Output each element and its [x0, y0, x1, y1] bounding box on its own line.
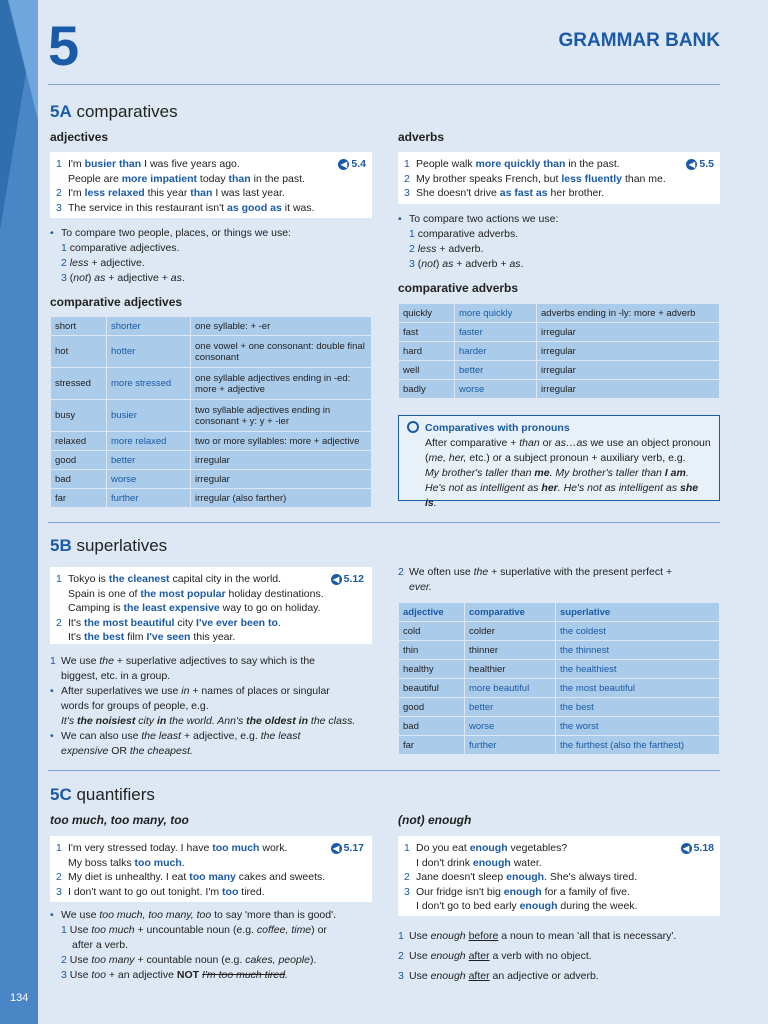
table-row: stressed more stressed one syllable adjectives ending in -ed: more + adjective	[51, 368, 372, 400]
speaker-icon: ◀	[686, 159, 697, 170]
page-number: 134	[10, 992, 29, 1004]
unit-number: 5	[48, 14, 80, 77]
section-5b-heading: 5B superlatives	[50, 536, 168, 555]
adverbs-heading: adverbs	[398, 130, 445, 144]
audio-button[interactable]: ◀ 5.12	[331, 572, 364, 587]
table-row: cold colder the coldest	[399, 622, 720, 641]
table-row: relaxed more relaxed two or more syllables: more + adjective	[51, 432, 372, 451]
table-row: thin thinner the thinnest	[399, 641, 720, 660]
page-title: GRAMMAR BANK	[558, 30, 720, 51]
superlatives-examples-box: ◀ 5.12 1 Tokyo is the cleanest capital city in the world. Spain is one of the most popular holiday destinations. Camping is the least expensive way to go on holiday. 2 It's the most beautiful city I've ever been to. It's the best film I've seen this year.	[50, 567, 372, 644]
quantifiers-examples-box-left: ◀ 5.17 1 I'm very stressed today. I have too much work. My boss talks too much. 2 My diet is unhealthy. I eat too many cakes and sweets. 3 I don't want to go out tonight. I'm too tired.	[50, 836, 372, 902]
audio-button[interactable]: ◀ 5.4	[338, 157, 366, 172]
audio-button[interactable]: ◀ 5.18	[681, 841, 714, 856]
strip-decoration	[8, 0, 38, 120]
table-row: busy busier two syllable adjectives ending in consonant + y: y + -ier	[51, 400, 372, 432]
adjectives-rules: • To compare two people, places, or things we use: 1 comparative adjectives. 2 less + adjective. 3 (not) as + adjective + as.	[50, 227, 291, 284]
table-row: hard harder irregular	[399, 342, 720, 361]
comparative-adjectives-table	[50, 316, 372, 508]
superlatives-rules-right: 2 We often use the + superlative with the present perfect + ever.	[398, 566, 673, 593]
table-row: far further irregular (also farther)	[51, 489, 372, 508]
table-row: bad worse irregular	[51, 470, 372, 489]
comparatives-with-pronouns-box: Comparatives with pronouns After comparative + than or as…as we use an object pronoun (me, her, etc.) or a subject pronoun + auxiliary verb, e.g. My brother's taller than me. My brother's taller than I am. He's not as intelligent as her. He's not as intelligent as she is.	[398, 415, 720, 501]
table-row: fast faster irregular	[399, 323, 720, 342]
left-color-strip	[0, 0, 38, 1024]
section-5c-heading: 5C quantifiers	[50, 785, 155, 804]
divider	[48, 770, 720, 771]
too-much-rules: • We use too much, too many, too to say 'more than is good'. 1 Use too much + uncountable noun (e.g. coffee, time) or after a verb. 2 Use too many + countable noun (e.g. cakes, people). 3 Use too + an adjective NOT I'm too much tired.	[50, 909, 337, 981]
comparative-adverbs-table	[398, 303, 720, 399]
table-row: quickly more quickly adverbs ending in -ly: more + adverb	[399, 304, 720, 323]
speaker-icon: ◀	[331, 574, 342, 585]
enough-rules: 1 Use enough before a noun to mean 'all that is necessary'. 2 Use enough after a verb with no object. 3 Use enough after an adjective or adverb.	[398, 930, 677, 982]
comparative-adjectives-heading: comparative adjectives	[50, 295, 183, 309]
section-5a-heading: 5A comparatives	[50, 102, 178, 121]
table-row: good better the best	[399, 698, 720, 717]
table-row: hot hotter one vowel + one consonant: double final consonant	[51, 336, 372, 368]
not-enough-heading: (not) enough	[398, 813, 472, 827]
too-much-heading: too much, too many, too	[50, 813, 189, 827]
speaker-icon: ◀	[331, 843, 342, 854]
comparative-adverbs-heading: comparative adverbs	[398, 281, 519, 295]
adjectives-heading: adjectives	[50, 130, 109, 144]
table-row: well better irregular	[399, 361, 720, 380]
adverbs-examples-box: ◀ 5.5 1 People walk more quickly than in the past. 2 My brother speaks French, but less fluently than me. 3 She doesn't drive as fast as her brother.	[398, 152, 720, 204]
audio-button[interactable]: ◀ 5.17	[331, 841, 364, 856]
speaker-icon: ◀	[338, 159, 349, 170]
table-row: short shorter one syllable: + -er	[51, 317, 372, 336]
table-row: bad worse the worst	[399, 717, 720, 736]
divider	[48, 84, 720, 85]
table-row: far further the furthest (also the farthest)	[399, 736, 720, 755]
table-row: badly worse irregular	[399, 380, 720, 399]
table-header-row: adjective comparative superlative	[399, 603, 720, 622]
adjectives-examples-box: ◀ 5.4 1 I'm busier than I was five years ago. People are more impatient today than in the past. 2 I'm less relaxed this year than I was last year. 3 The service in this restaurant isn't as good as it was.	[50, 152, 372, 218]
magnifier-icon	[407, 421, 419, 433]
table-row: beautiful more beautiful the most beautiful	[399, 679, 720, 698]
superlatives-rules-left: 1 We use the + superlative adjectives to say which is the biggest, etc. in a group. • After superlatives we use in + names of places or singular words for groups of people, e.g. It's the noisiest city in the world. Ann's the oldest in the class. • We can also use the least + adjective, e.g. the least expensive OR the cheapest.	[50, 655, 356, 757]
speaker-icon: ◀	[681, 843, 692, 854]
adverbs-rules: • To compare two actions we use: 1 comparative adverbs. 2 less + adverb. 3 (not) as + adverb + as.	[398, 213, 559, 270]
audio-button[interactable]: ◀ 5.5	[686, 157, 714, 172]
quantifiers-examples-box-right: ◀ 5.18 1 Do you eat enough vegetables? I don't drink enough water. 2 Jane doesn't sleep enough. She's always tired. 3 Our fridge isn't big enough for a family of five. I don't go to bed early enough during the week.	[398, 836, 720, 916]
table-row: healthy healthier the healthiest	[399, 660, 720, 679]
divider	[48, 522, 720, 523]
table-row: good better irregular	[51, 451, 372, 470]
superlatives-table	[398, 602, 720, 755]
